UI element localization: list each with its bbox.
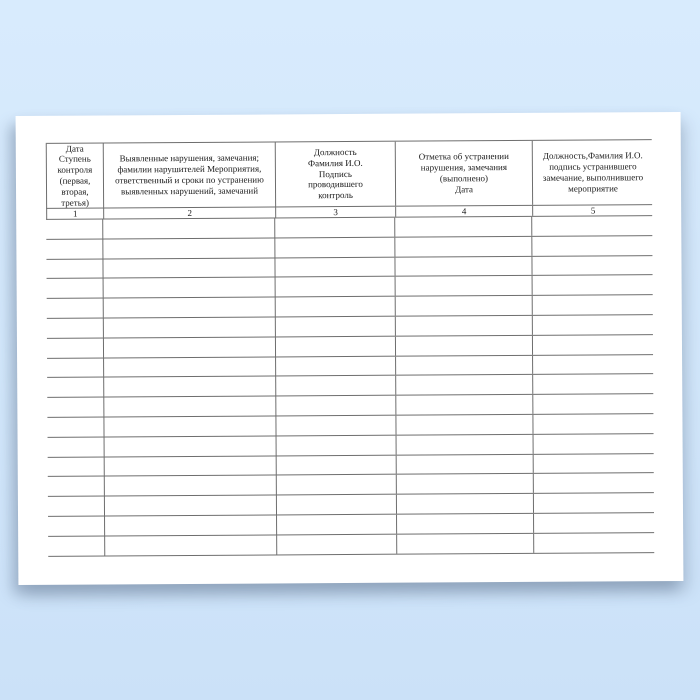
empty-cell-5 [531, 216, 652, 236]
empty-cell-4 [394, 237, 531, 257]
empty-cell-2 [104, 515, 276, 535]
column-number-4: 4 [395, 206, 532, 217]
document-page [16, 112, 684, 585]
empty-cell-4 [395, 355, 532, 375]
empty-cell-2 [104, 436, 276, 456]
empty-cell-4 [394, 256, 531, 276]
table-header-row [46, 140, 652, 209]
empty-cell-1 [47, 318, 103, 337]
header-cell-date-control-stage: Дата Ступень контроля (первая, вторая, третья) [57, 143, 93, 208]
empty-cell-1 [47, 279, 103, 298]
empty-cell-4 [395, 296, 532, 316]
empty-cell-2 [103, 377, 275, 397]
empty-cell-1 [47, 417, 103, 436]
empty-cell-4 [396, 454, 533, 474]
empty-cell-2 [104, 496, 276, 516]
column-number-5: 5 [532, 205, 653, 216]
empty-cell-5 [532, 375, 653, 395]
empty-cell-4 [396, 534, 533, 554]
column-number-1: 1 [72, 208, 78, 219]
empty-cell-5 [531, 236, 652, 256]
empty-cell-1 [48, 457, 104, 476]
empty-cell-2 [104, 535, 276, 555]
empty-cell-5 [532, 276, 653, 296]
empty-cell-3 [276, 435, 396, 455]
empty-cell-1 [47, 378, 103, 397]
empty-cell-2 [103, 298, 275, 318]
empty-cell-3 [275, 337, 395, 357]
empty-cell-4 [396, 514, 533, 534]
empty-cell-2 [103, 337, 275, 357]
header-cell-elimination-mark: Отметка об устранении нарушения, замечания (выполнено) Дата [395, 141, 532, 206]
empty-cell-1 [47, 398, 103, 417]
empty-cell-1 [48, 477, 104, 496]
empty-cell-4 [394, 217, 531, 237]
empty-cell-4 [395, 395, 532, 415]
empty-cell-4 [396, 474, 533, 494]
empty-cell-1 [46, 220, 102, 239]
empty-cell-3 [275, 416, 395, 436]
empty-cell-2 [102, 238, 274, 258]
empty-cell-3 [275, 376, 395, 396]
empty-cell-5 [533, 474, 654, 494]
empty-cell-5 [533, 434, 654, 454]
column-number-2: 2 [103, 207, 275, 218]
empty-cell-2 [103, 278, 275, 298]
header-cell-inspector-signature: Должность Фамилия И.О. Подпись проводившего контроль [275, 142, 395, 207]
empty-cell-2 [104, 456, 276, 476]
empty-cell-2 [103, 317, 275, 337]
empty-cell-2 [104, 476, 276, 496]
empty-cell-5 [532, 335, 653, 355]
empty-cell-3 [276, 534, 396, 554]
empty-cell-5 [533, 513, 654, 533]
empty-cell-5 [533, 533, 654, 553]
empty-cell-3 [275, 396, 395, 416]
empty-cell-5 [532, 414, 653, 434]
empty-cell-3 [275, 317, 395, 337]
empty-cell-3 [276, 515, 396, 535]
empty-cell-3 [275, 297, 395, 317]
empty-cell-5 [532, 355, 653, 375]
empty-cell-4 [395, 375, 532, 395]
column-number-3: 3 [275, 207, 395, 218]
empty-cell-3 [274, 218, 394, 238]
empty-cell-3 [275, 356, 395, 376]
empty-cell-3 [275, 277, 395, 297]
empty-cell-5 [531, 256, 652, 276]
empty-cell-2 [103, 357, 275, 377]
empty-cell-3 [274, 257, 394, 277]
empty-cell-3 [274, 238, 394, 258]
empty-cell-1 [47, 338, 103, 357]
empty-cell-5 [532, 394, 653, 414]
header-cell-violations-found: Выявленные нарушения, замечания; фамилии нарушителей Мероприятия, ответственный и сроки по устранению выявленных нарушений, замечаний [103, 142, 275, 207]
inspection-log-table [46, 139, 655, 556]
empty-cell-1 [48, 516, 104, 535]
empty-cell-5 [532, 295, 653, 315]
empty-cell-4 [396, 435, 533, 455]
empty-cell-1 [46, 259, 102, 278]
empty-cell-2 [102, 218, 274, 238]
empty-cell-1 [48, 497, 104, 516]
empty-cell-5 [533, 493, 654, 513]
empty-cell-4 [396, 494, 533, 514]
empty-cell-1 [47, 358, 103, 377]
empty-cell-1 [48, 536, 104, 555]
empty-table-row [48, 533, 654, 556]
empty-cell-5 [533, 454, 654, 474]
empty-cell-1 [47, 299, 103, 318]
empty-cell-2 [102, 258, 274, 278]
table-body [46, 216, 654, 556]
empty-cell-2 [103, 397, 275, 417]
empty-cell-4 [395, 336, 532, 356]
header-cell-eliminator-signature: Должность,Фамилия И.О. подпись устранившего замечание, выполнившего мероприятие [532, 140, 653, 205]
empty-cell-5 [532, 315, 653, 335]
empty-cell-2 [103, 416, 275, 436]
empty-cell-4 [395, 276, 532, 296]
empty-cell-3 [276, 475, 396, 495]
empty-cell-4 [395, 316, 532, 336]
empty-cell-1 [48, 437, 104, 456]
empty-cell-4 [395, 415, 532, 435]
empty-cell-3 [276, 495, 396, 515]
empty-cell-1 [46, 239, 102, 258]
empty-cell-3 [276, 455, 396, 475]
